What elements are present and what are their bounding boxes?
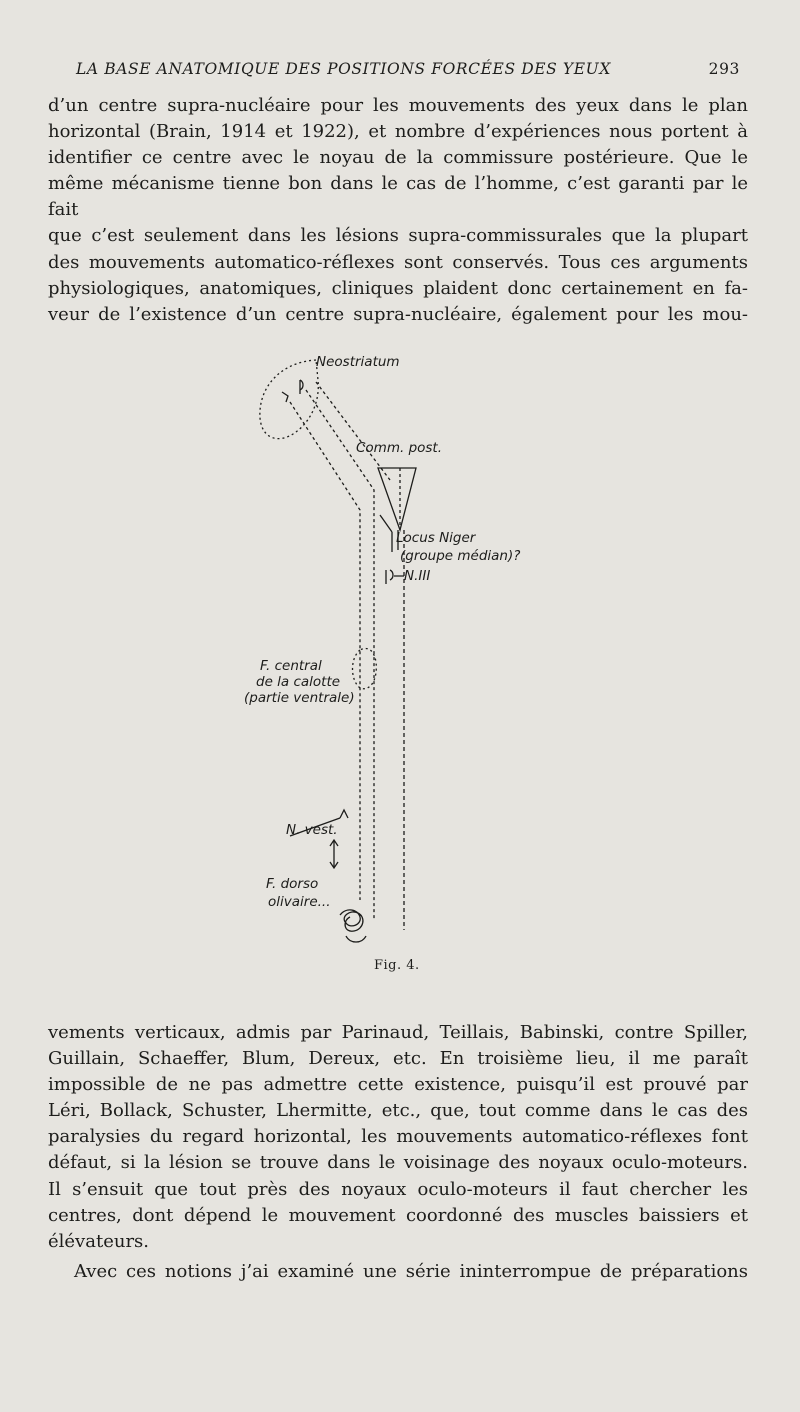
- text-line: vements verticaux, admis par Parinaud, Teillais, Babinski, contre Spiller,: [48, 1022, 748, 1043]
- label-f-central: (partie ventrale): [244, 690, 355, 706]
- running-header: [76, 60, 740, 78]
- figure-caption: Fig. 4.: [374, 958, 420, 973]
- anatomical-diagram: [220, 340, 550, 980]
- text-line: des mouvements automatico-réflexes sont conservés. Tous ces arguments: [48, 251, 748, 273]
- label-f-dorso: F. dorso: [266, 876, 319, 892]
- label-f-dorso: olivaire...: [268, 894, 331, 910]
- label-comm-post: Comm. post.: [356, 440, 443, 456]
- paragraph-middle: [48, 1020, 748, 1255]
- text-line: même mécanisme tienne bon dans le cas de l’homme, c’est garanti par le fait: [48, 173, 748, 221]
- fibre-path: [306, 390, 374, 920]
- f-central-outline: [353, 649, 377, 689]
- running-title: LA BASE ANATOMIQUE DES POSITIONS FORCÉES DES YEUX: [76, 60, 611, 78]
- text-line: Léri, Bollack, Schuster, Lhermitte, etc., que, tout comme dans le cas des: [48, 1100, 748, 1122]
- label-locus-niger: Locus Niger: [396, 530, 476, 546]
- text-line: que c’est seulement dans les lésions supra-commissurales que la plupart: [48, 225, 748, 247]
- label-neostriatum: Neostriatum: [316, 354, 400, 370]
- text-line: Avec ces notions j’ai examiné une série ininterrompue de préparations: [74, 1261, 748, 1282]
- text-line: identifier ce centre avec le noyau de la commissure postérieure. Que le: [48, 147, 748, 169]
- text-line: Guillain, Schaeffer, Blum, Dereux, etc. En troisième lieu, il me paraît: [48, 1048, 748, 1070]
- fibre-path: [316, 382, 390, 480]
- label-f-central: F. central: [260, 658, 322, 674]
- text-line: physiologiques, anatomiques, cliniques plaident donc certainement en fa-: [48, 277, 748, 299]
- text-line: d’un centre supra-nucléaire pour les mouvements des yeux dans le plan: [48, 95, 748, 116]
- double-arrow: [330, 840, 338, 868]
- neostriatum-outline: [260, 360, 318, 439]
- text-line: Il s’ensuit que tout près des noyaux oculo-moteurs il faut chercher les: [48, 1178, 748, 1200]
- paragraph-bottom: [48, 1259, 748, 1285]
- text-line: paralysies du regard horizontal, les mouvements automatico-réflexes font: [48, 1126, 748, 1148]
- text-line: défaut, si la lésion se trouve dans le voisinage des noyaux oculo-moteurs.: [48, 1152, 748, 1174]
- page-number: 293: [708, 60, 740, 78]
- n-iii-mark: [386, 570, 404, 584]
- label-f-central: de la calotte: [256, 674, 341, 690]
- text-line: veur de l’existence d’un centre supra-nucléaire, également pour les mou-: [48, 303, 748, 325]
- text-line: impossible de ne pas admettre cette existence, puisqu’il est prouvé par: [48, 1074, 748, 1096]
- text-line: élévateurs.: [48, 1230, 150, 1252]
- label-groupe-median: (groupe médian)?: [400, 548, 521, 564]
- text-line: centres, dont dépend le mouvement coordonné des muscles baissiers et: [48, 1204, 748, 1226]
- neostriatum-mark: [282, 380, 303, 402]
- paragraph-top: [48, 93, 748, 328]
- label-n-vest: N. vest.: [286, 822, 338, 838]
- olive-squiggle: [340, 910, 366, 942]
- text-line: horizontal (Brain, 1914 et 1922), et nombre d’expériences nous portent à: [48, 121, 748, 143]
- label-n-iii: N.III: [404, 568, 431, 584]
